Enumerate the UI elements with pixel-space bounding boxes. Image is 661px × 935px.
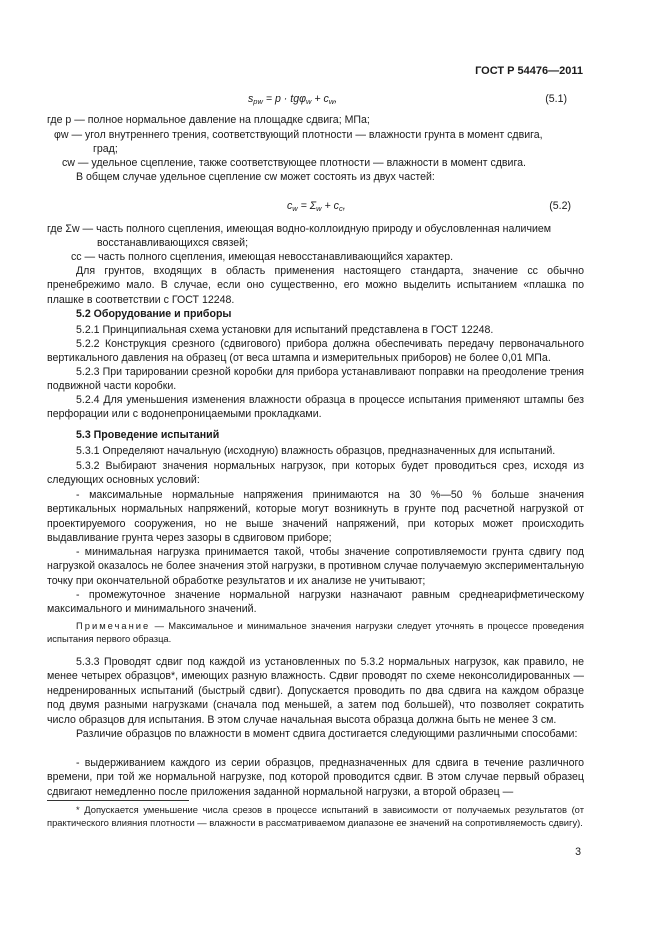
paragraph-5-2-2: 5.2.2 Конструкция срезного (сдвигового) прибора должна обеспечивать передачу первоначального вертикального давления на образец (от веса штампа и измерительных приборов) не более 0,01 МПа. (47, 338, 584, 365)
list-item-intermediate-load: - промежуточное значение нормальной нагрузки назначают равным среднеарифметическому максимального и минимального значений. (47, 589, 584, 616)
note-label: Примечание (76, 620, 151, 631)
paragraph-5-2-4: 5.2.4 Для уменьшения изменения влажности образца в процессе испытания применяют штампы без перфорации или с водонепроницаемыми прокладками. (47, 394, 584, 421)
section-5-2-title: 5.2 Оборудование и приборы (76, 308, 232, 320)
footnote-divider (47, 800, 189, 801)
cohesion-intro: В общем случае удельное сцепление cw может состоять из двух частей: (76, 171, 435, 183)
definition-p: где p — полное нормальное давление на площадке сдвига; МПа; (47, 114, 370, 126)
equation-number-5-2: (5.2) (549, 200, 571, 212)
note-text: — Максимальное и минимальное значения нагрузки следует уточнять в процессе проведения испытания первого образца. (47, 620, 584, 644)
paragraph-5-2-3: 5.2.3 При тарировании срезной коробки для прибора устанавливают поправки на преодоление трения подвижной части коробки. (47, 366, 584, 393)
paragraph-5-3-1: 5.3.1 Определяют начальную (исходную) влажность образцов, предназначенных для испытаний. (76, 445, 556, 457)
paragraph-5-2-1: 5.2.1 Принципиальная схема установки для испытаний представлена в ГОСТ 12248. (76, 324, 494, 336)
section-5-3-title: 5.3 Проведение испытаний (76, 429, 220, 441)
equation-5-1: $s_{pw} = p \cdot tg\varphi_w + c_w$, (248, 93, 338, 106)
definition-cw: cw — удельное сцепление, также соответствующее плотности — влажности в момент сдвига. (62, 157, 526, 169)
definition-phi: φw — угол внутреннего трения, соответствующий плотности — влажности грунта в момент сдвига, (54, 129, 543, 141)
definition-phi-unit: град; (93, 143, 118, 155)
note-block (47, 620, 584, 645)
definition-sigma-cont: восстанавливающихся связей; (97, 237, 249, 249)
page-number: 3 (575, 846, 581, 858)
definition-cc: cc — часть полного сцепления, имеющая невосстанавливающийся характер. (71, 251, 454, 263)
list-item-holding-time: - выдерживанием каждого из серии образцов, предназначенных для сдвига в течение различного времени, при той же нормальной нагрузке, под которой проводится сдвиг. В этом случае первый образец сдвигают немедленно после приложения заданной нормальной нагрузки, а второй образец — (47, 757, 584, 798)
paragraph-moisture-methods: Различие образцов по влажности в момент сдвига достигается следующими различными способами: (76, 728, 578, 740)
list-item-max-stress: - максимальные нормальные напряжения принимаются на 30 %—50 % больше значения вертикальных нормальных напряжений, которые могут возникнуть в грунте под расчетной нагрузкой от проектируемого сооружения, но не выше значений напряжений, при которых может происходить выдавливание грунта через зазоры в сдвиговом приборе; (47, 489, 584, 545)
paragraph-cc-note: Для грунтов, входящих в область применения настоящего стандарта, значение cc обычно пренебрежимо мало. В случае, если оно существенно, его можно выделить испытанием «плашка по плашке в соответствии с ГОСТ 12248. (47, 265, 584, 306)
equation-number-5-1: (5.1) (545, 93, 567, 105)
definition-sigma: где Σw — часть полного сцепления, имеющая водно-коллоидную природу и обусловленная наличием (47, 223, 552, 235)
paragraph-5-3-3: 5.3.3 Проводят сдвиг под каждой из установленных по 5.3.2 нормальных нагрузок, как правило, не менее четырех образцов*, имеющих разную влажность. Сдвиг проводят по схеме неконсолидированных — недренированных испытаний (быстрый сдвиг). Допускается проводить по два сдвига на каждом образце под двумя разными нагрузками (сначала под меньшей, а затем под большей), что позволяет сократить число образцов для испытания. В этом случае начальная высота образца должна быть не менее 3 см. (47, 656, 584, 726)
paragraph-5-3-2: 5.3.2 Выбирают значения нормальных нагрузок, при которых будет проводиться срез, исходя из следующих основных условий: (47, 460, 584, 487)
list-item-min-load: - минимальная нагрузка принимается такой, чтобы значение сопротивляемости грунта сдвигу под нагрузкой оказалось не более значения этой нагрузки, в противном случае получаемую экспериментальную точку при окончательной обработке результатов и их анализе не учитывают; (47, 546, 584, 587)
document-header: ГОСТ Р 54476—2011 (475, 65, 583, 77)
equation-5-2: $c_w = \Sigma_w + c_c$, (287, 200, 346, 213)
footnote: * Допускается уменьшение числа срезов в процессе испытаний в зависимости от получаемых результатов (от практического влияния плотности — влажности в рассматриваемом диапазоне ее значений на сопротивляемость сдвигу). (47, 804, 584, 828)
